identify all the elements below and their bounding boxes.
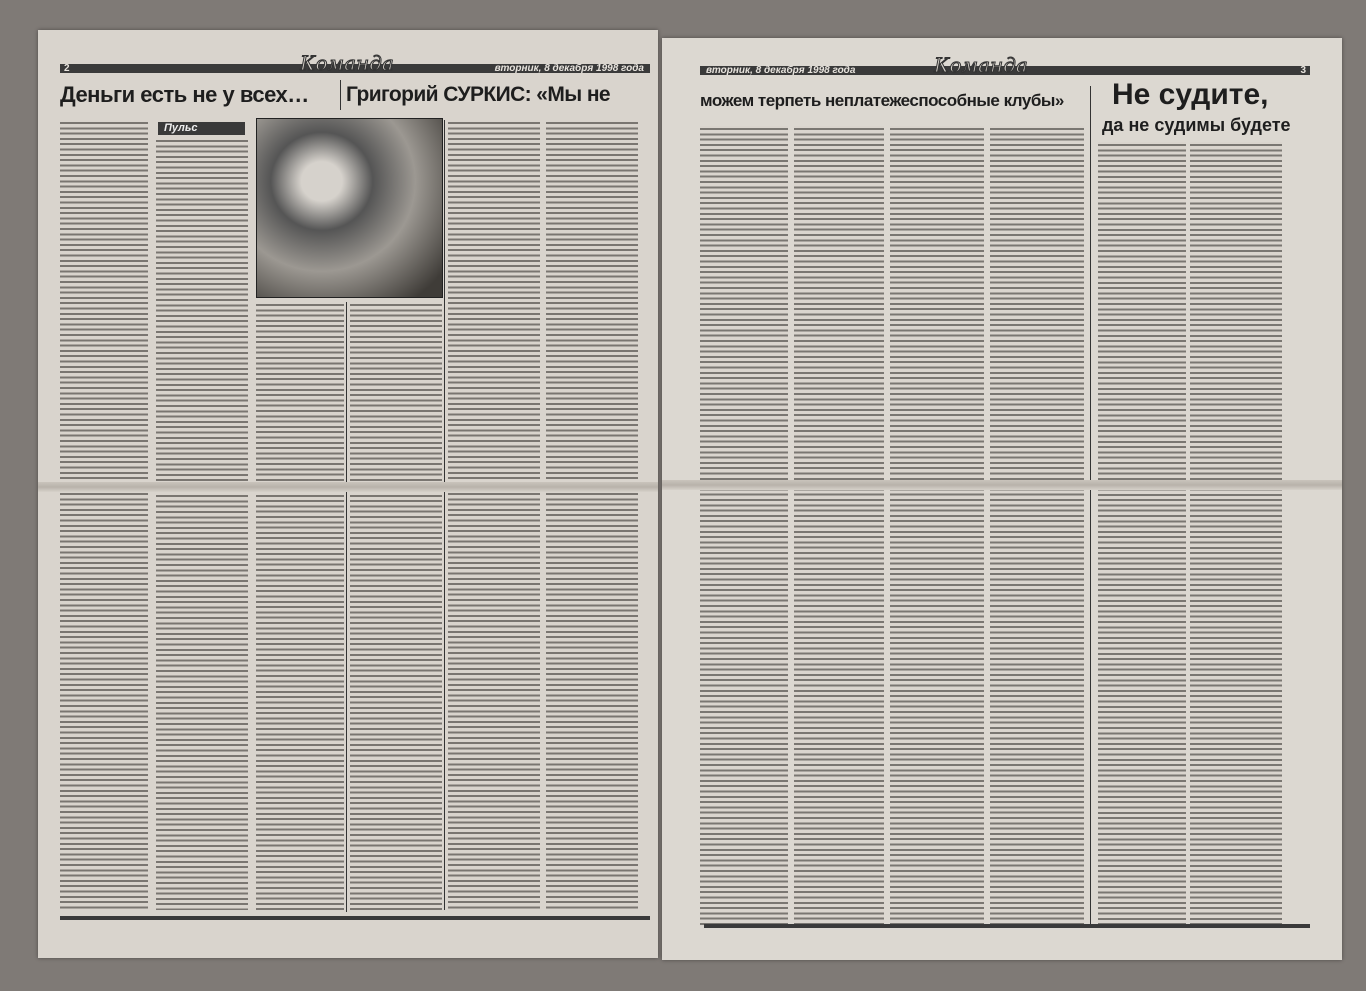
text-column (156, 138, 248, 910)
text-column (256, 302, 344, 910)
text-column (448, 120, 540, 910)
text-column (794, 126, 884, 926)
issue-date: вторник, 8 декабря 1998 года (494, 63, 644, 74)
footer-bar (60, 916, 650, 920)
side-subheadline: да не судимы будете (1102, 115, 1291, 135)
headline: Григорий СУРКИС: «Мы не (346, 83, 610, 106)
page-number: 2 (64, 63, 70, 74)
text-column (1190, 142, 1282, 926)
issue-date: вторник, 8 декабря 1998 года (706, 65, 856, 76)
text-column (890, 126, 984, 926)
paper-fold (38, 482, 658, 492)
right-newspaper-page (662, 38, 1342, 960)
page-number: 3 (1300, 65, 1306, 76)
photo-speaker-press-conference (256, 118, 443, 298)
left-newspaper-page (38, 30, 658, 958)
divider (346, 302, 347, 912)
text-column (990, 126, 1084, 926)
headline: можем терпеть неплатежеспособные клубы» (700, 91, 1064, 110)
text-column (700, 126, 788, 926)
text-column (1098, 142, 1186, 926)
text-column (546, 120, 638, 910)
divider (444, 120, 445, 910)
newspaper-logo: Команда (300, 51, 394, 75)
divider (340, 80, 341, 110)
headline: Деньги есть не у всех… (60, 82, 309, 107)
side-headline: Не судите, (1112, 78, 1269, 111)
paper-fold (662, 480, 1342, 490)
section-label: Пульс (158, 122, 245, 135)
text-column (60, 120, 148, 910)
divider (1090, 86, 1091, 926)
newspaper-logo: Команда (934, 53, 1028, 77)
text-column (350, 302, 442, 910)
footer-bar (704, 924, 1310, 928)
